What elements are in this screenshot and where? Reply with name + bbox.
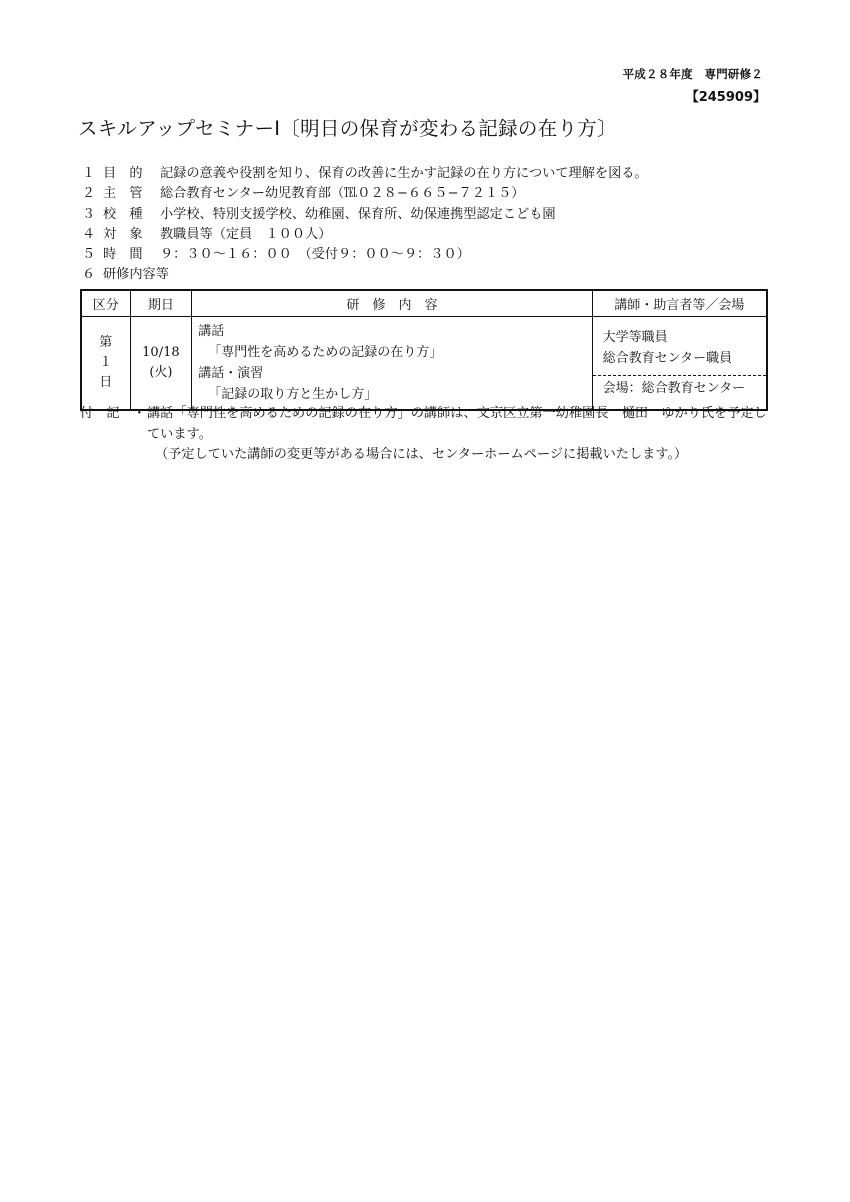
course-code: 【245909】 bbox=[685, 90, 766, 105]
info-number: １ bbox=[82, 166, 96, 181]
lecturer-item: 総合教育センター職員 bbox=[602, 351, 733, 366]
header-lecturer-venue: 講師・助言者等／会場 bbox=[592, 290, 767, 317]
header-division: 区分 bbox=[81, 290, 130, 317]
date-cell bbox=[130, 317, 192, 411]
date-value: 10/18 bbox=[142, 345, 180, 360]
schedule-table bbox=[80, 289, 768, 411]
note-main bbox=[80, 404, 780, 445]
lecturer-list bbox=[593, 317, 766, 375]
info-label: 校 種 bbox=[103, 206, 143, 222]
content-line: 講話 bbox=[198, 324, 225, 339]
info-number: ５ bbox=[82, 247, 96, 263]
content-line: 「専門性を高めるための記録の在り方」 bbox=[208, 345, 443, 360]
table-row bbox=[81, 317, 767, 411]
lecturer-cell bbox=[592, 317, 767, 411]
info-number: ２ bbox=[82, 186, 96, 202]
lecturer-item: 大学等職員 bbox=[602, 330, 668, 345]
info-item-organizer bbox=[82, 184, 782, 204]
info-label: 対 象 bbox=[103, 226, 143, 242]
weekday-value: (火) bbox=[149, 365, 173, 380]
info-item-time bbox=[82, 245, 782, 265]
info-item-target bbox=[82, 225, 782, 245]
seminar-title: スキルアップセミナーⅠ〔明日の保育が変わる記録の在り方〕 bbox=[78, 117, 617, 140]
supplementary-note bbox=[80, 404, 780, 466]
division-cell bbox=[81, 317, 130, 411]
info-label: 目 的 bbox=[103, 166, 143, 181]
note-label: 付 記 ・ bbox=[80, 406, 146, 421]
division-line: 日 bbox=[99, 375, 113, 390]
info-number: ６ bbox=[82, 267, 96, 283]
info-item-purpose bbox=[82, 164, 782, 184]
info-value: 総合教育センター幼児教育部（℡０２８−６６５−７２１５） bbox=[160, 186, 525, 202]
table-header-row bbox=[81, 290, 767, 317]
content-line: 講話・演習 bbox=[198, 366, 264, 381]
fiscal-year-label: 平成２８年度 専門研修２ bbox=[622, 67, 763, 81]
info-label: 時 間 bbox=[103, 247, 143, 263]
division-line: １ bbox=[99, 355, 113, 370]
info-label: 研修内容等 bbox=[103, 267, 169, 283]
info-item-contents bbox=[82, 265, 782, 285]
info-value: 教職員等（定員 １００人） bbox=[160, 226, 332, 242]
info-value: ９：３０〜１６：００ （受付９：００〜９：３０） bbox=[160, 247, 470, 263]
info-value: 小学校、特別支援学校、幼稚園、保育所、幼保連携型認定こども園 bbox=[160, 206, 556, 222]
header-content: 研 修 内 容 bbox=[192, 290, 592, 317]
info-value: 記録の意義や役割を知り、保育の改善に生かす記録の在り方について理解を図る。 bbox=[160, 166, 648, 181]
content-line: 「記録の取り方と生かし方」 bbox=[208, 387, 378, 402]
info-label: 主 管 bbox=[103, 186, 143, 202]
note-subtext: （予定していた講師の変更等がある場合には、センターホームページに掲載いたします。） bbox=[155, 447, 688, 462]
content-cell bbox=[192, 317, 592, 411]
header-date: 期日 bbox=[130, 290, 192, 317]
division-line: 第 bbox=[99, 335, 113, 350]
info-number: ３ bbox=[82, 206, 96, 222]
info-list bbox=[82, 164, 782, 286]
info-number: ４ bbox=[82, 226, 96, 242]
info-item-school-type bbox=[82, 205, 782, 225]
note-text: 講話「専門性を高めるための記録の在り方」の講師は、文京区立第一幼稚園長 樋田 ゆかり氏を予定しています。 bbox=[147, 406, 767, 442]
venue-text: 会場：総合教育センター bbox=[593, 375, 766, 402]
